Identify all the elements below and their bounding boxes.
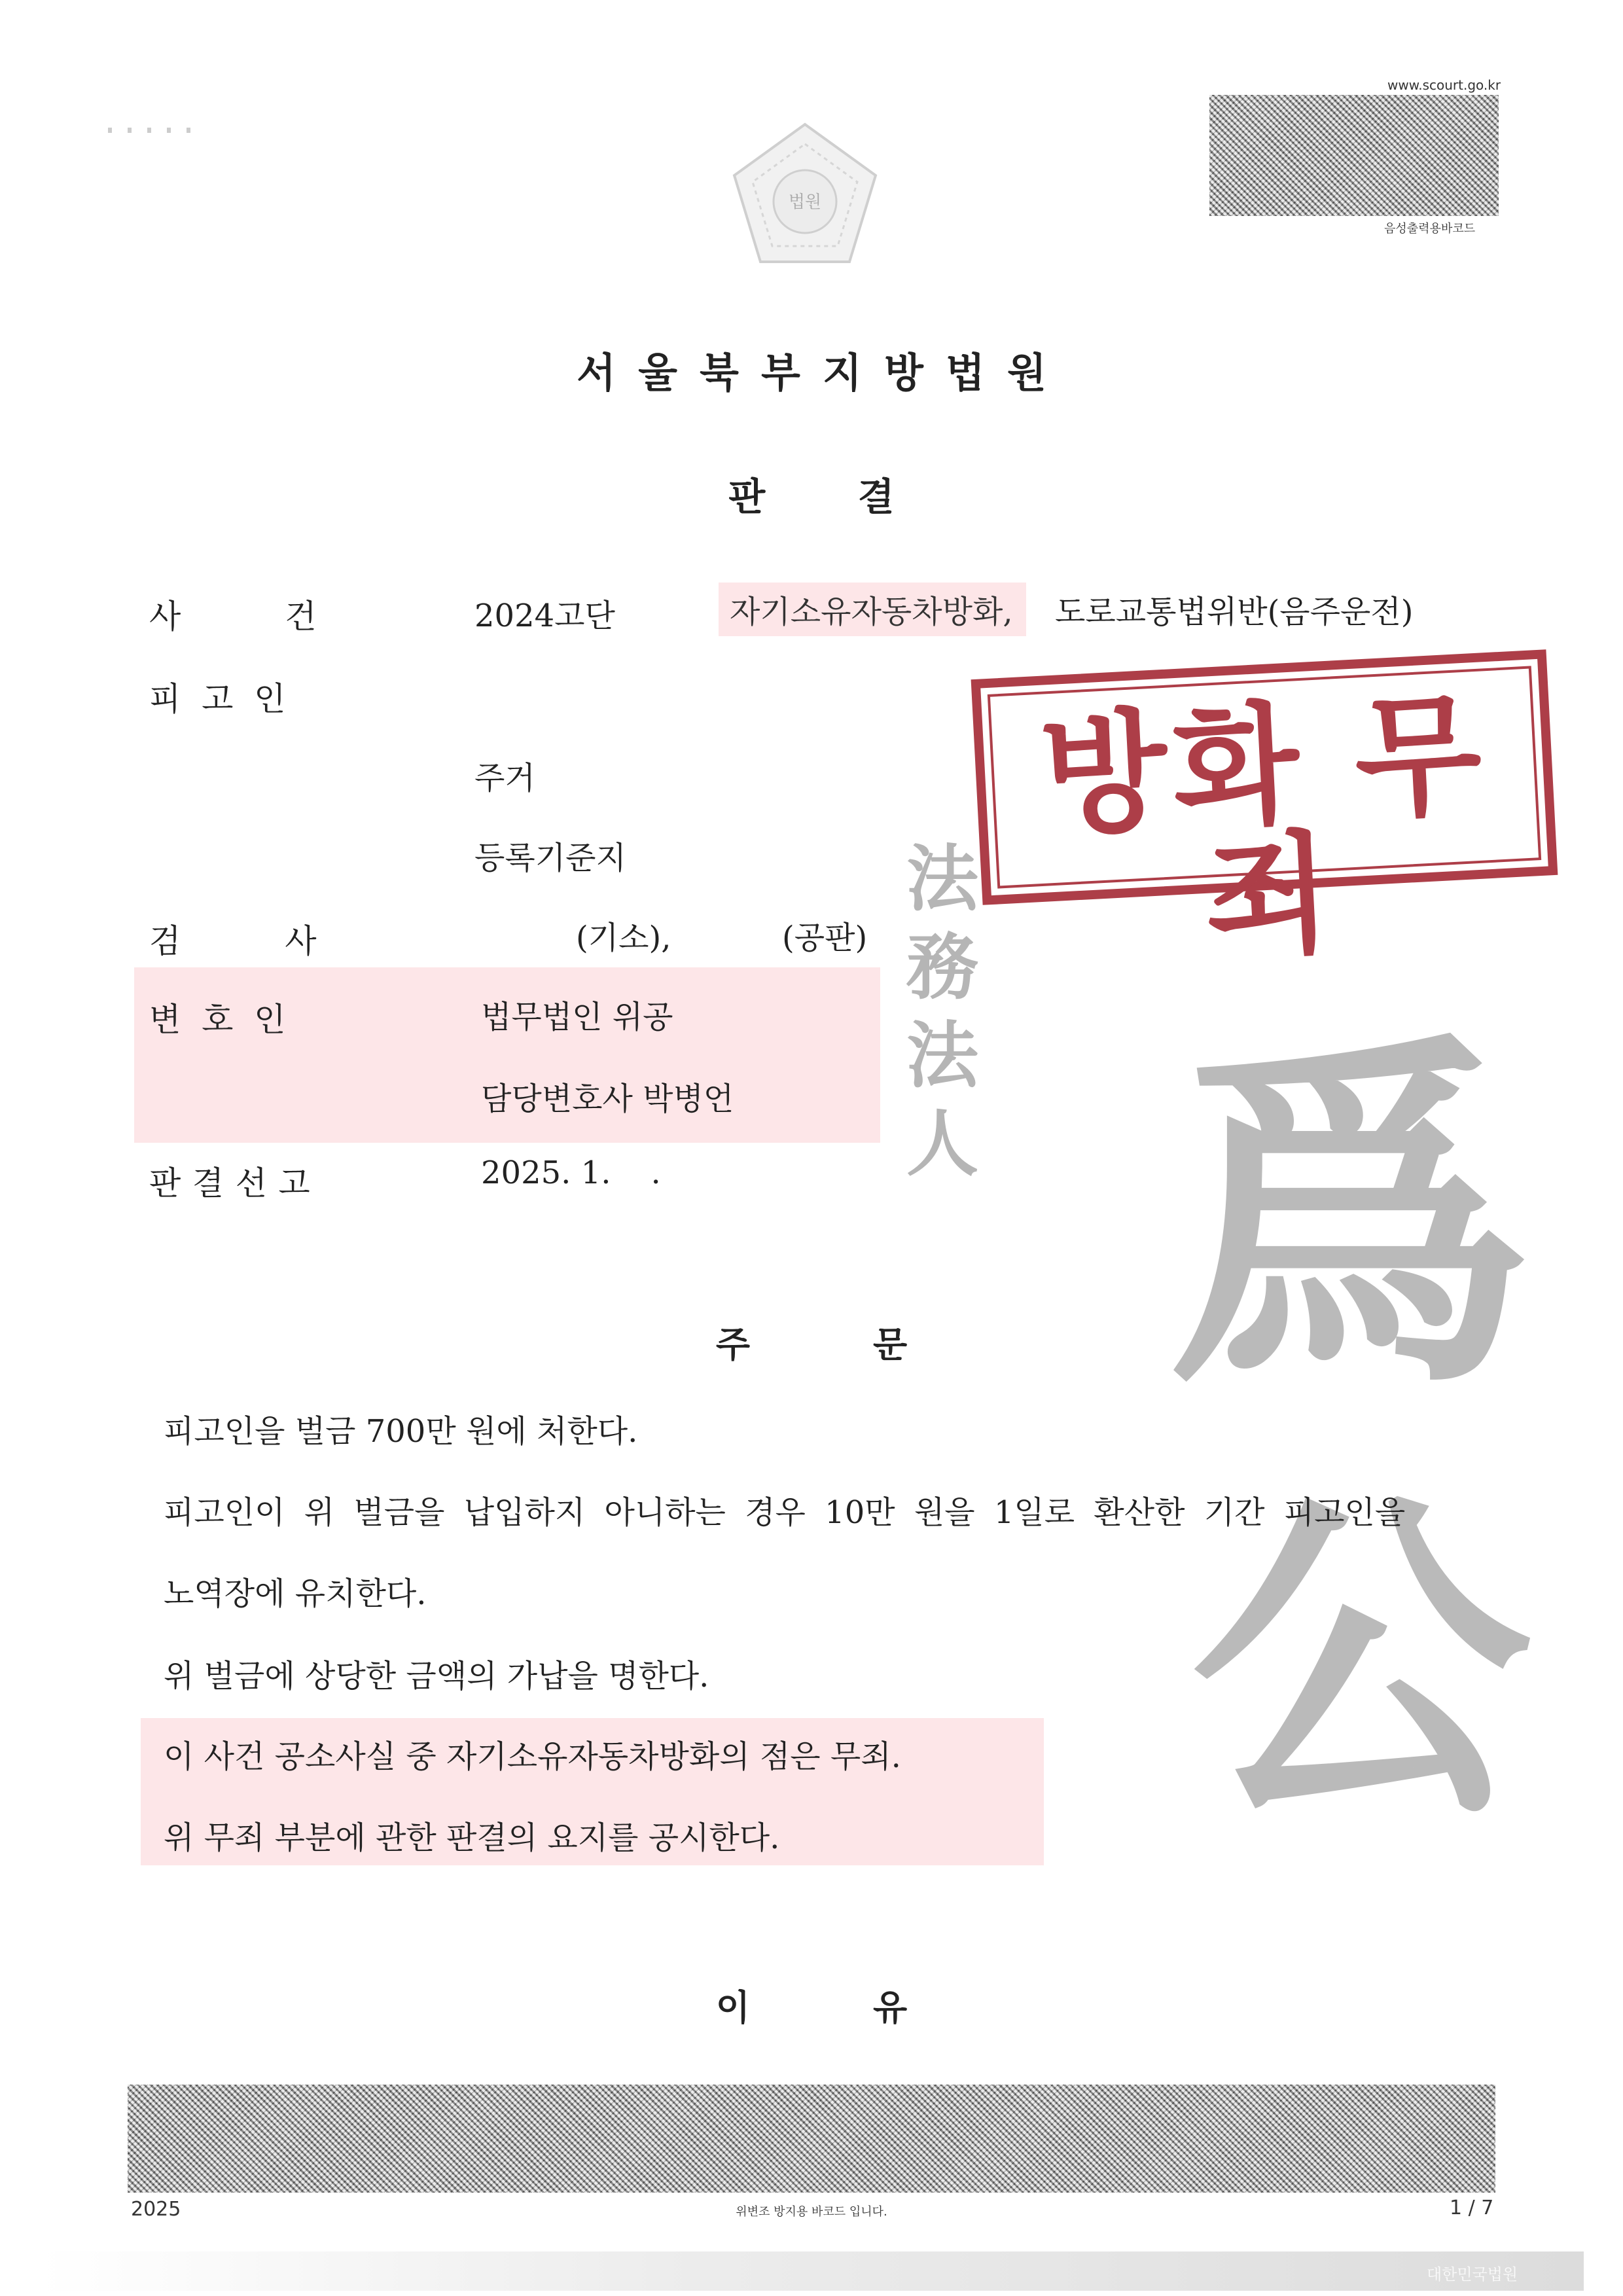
- prosecutor-trial: (공판): [782, 920, 868, 956]
- watermark-char-4: 人: [906, 1102, 978, 1186]
- anti-forgery-caption: 위변조 방지용 바코드 입니다.: [736, 2205, 887, 2219]
- residence-label: 주거: [474, 760, 535, 797]
- order-heading: 주 문: [715, 1324, 908, 1365]
- watermark-vertical: [893, 834, 991, 1188]
- barcode-caption: 음성출력용바코드: [1384, 222, 1476, 236]
- defendant-label: 피 고 인: [149, 680, 286, 718]
- watermark-char-3: 法: [906, 1013, 978, 1098]
- case-label: 사 건: [149, 598, 317, 636]
- watermark-char-1: 法: [906, 836, 978, 921]
- order-line-4: 위 벌금에 상당한 금액의 가납을 명한다.: [164, 1658, 709, 1695]
- watermark-large-gong: 公: [1191, 1462, 1531, 1862]
- acquittal-stamp-text: 방화 무죄: [1037, 678, 1491, 977]
- order-line-2: 피고인이 위 벌금을 납입하지 아니하는 경우 10만 원을 1일로 환산한 기간 피고인을: [164, 1494, 1406, 1531]
- site-url: www.scourt.go.kr: [1387, 77, 1501, 93]
- case-number: 2024고단: [474, 598, 615, 634]
- order-line-6: 위 무죄 부분에 관한 판결의 요지를 공시한다.: [164, 1820, 780, 1856]
- prosecutor-prosecution: (기소),: [576, 920, 671, 956]
- counsel-label: 변 호 인: [149, 1001, 286, 1039]
- emblem-text: 법원: [788, 192, 822, 212]
- order-line-1: 피고인을 벌금 700만 원에 처한다.: [164, 1413, 638, 1450]
- prosecutor-label: 검 사: [149, 922, 317, 960]
- issuer-name: 대한민국법원: [1427, 2265, 1518, 2284]
- verdict-date: 2025. 1. .: [481, 1155, 661, 1191]
- case-charge-dui: 도로교통법위반(음주운전): [1055, 594, 1414, 630]
- reason-heading: 이 유: [715, 1987, 908, 2028]
- counsel-firm: 법무법인 위공: [481, 999, 673, 1035]
- footer-strip: [39, 2251, 1584, 2291]
- verdict-date-label: 판결선고: [149, 1164, 322, 1202]
- document-type: 판 결: [728, 475, 895, 519]
- document-number: 2025: [131, 2198, 181, 2221]
- order-line-5: 이 사건 공소사실 중 자기소유자동차방화의 점은 무죄.: [164, 1738, 901, 1775]
- registry-label: 등록기준지: [474, 840, 626, 876]
- order-line-3: 노역장에 유치한다.: [164, 1575, 427, 1612]
- case-charge-arson: 자기소유자동차방화,: [730, 594, 1013, 630]
- acquittal-stamp: [971, 649, 1558, 977]
- counsel-attorney: 담당변호사 박병언: [481, 1081, 734, 1117]
- court-emblem: [726, 118, 883, 275]
- scan-mark: [108, 128, 206, 133]
- anti-forgery-barcode: [128, 2085, 1495, 2193]
- court-name: 서울북부지방법원: [577, 349, 1069, 397]
- voice-output-barcode: [1209, 95, 1499, 216]
- watermark-large-wei: 爲: [1165, 1002, 1531, 1433]
- watermark-char-2: 務: [906, 925, 978, 1009]
- page-number: 1 / 7: [1450, 2197, 1494, 2219]
